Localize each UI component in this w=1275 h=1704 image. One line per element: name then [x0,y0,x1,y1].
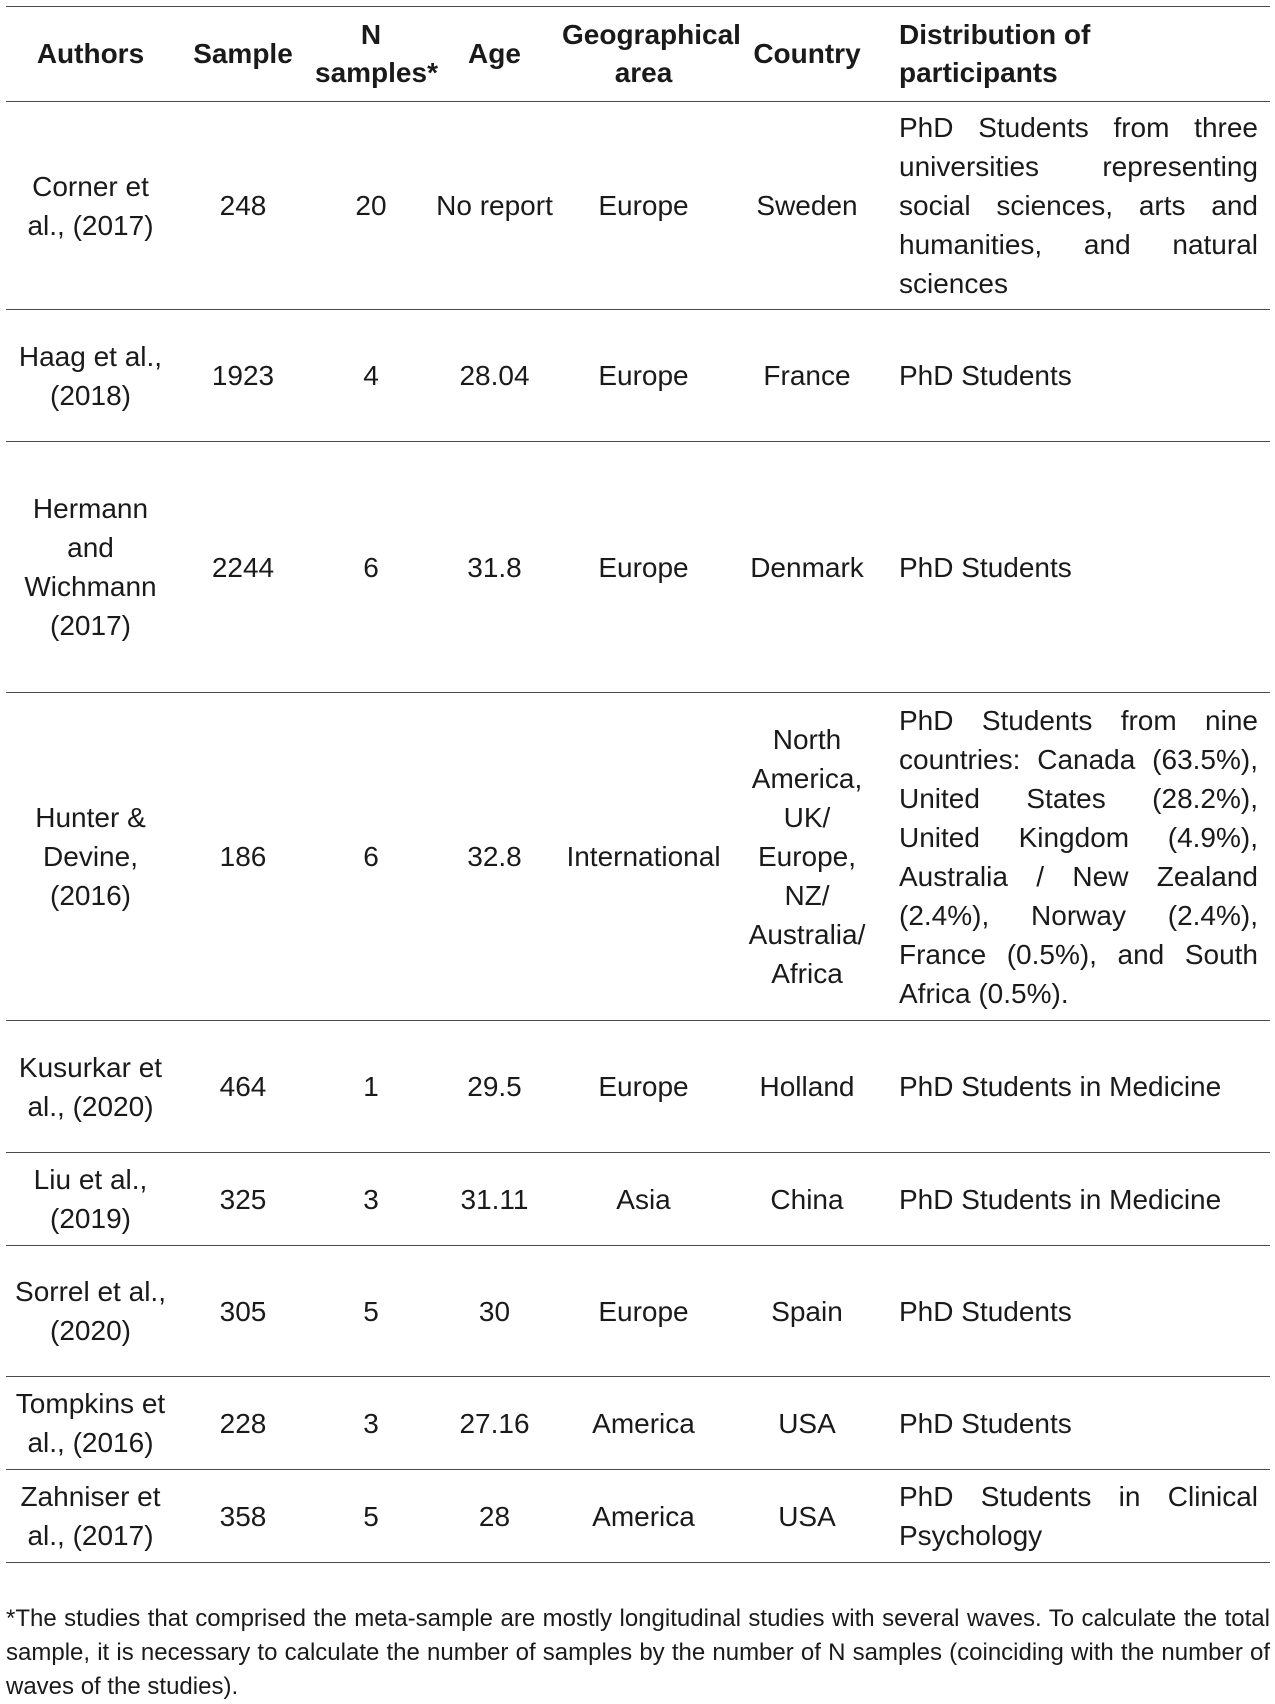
cell-country: Sweden [756,190,858,221]
cell-authors: Zahniser et al., (2017) [20,1481,161,1551]
cell-age: 31.11 [460,1183,529,1215]
header-area-line1: Geographical [562,19,741,50]
cell-authors: Hermann and Wichmann (2017) [24,493,157,641]
table-row [6,1246,1270,1377]
table-header-row [6,7,1270,102]
cell-area: Europe [598,1295,689,1327]
cell-sample: 358 [219,1500,267,1532]
cell-country: France [763,360,851,391]
cell-n-samples: 5 [363,1295,379,1327]
cell-n-samples: 6 [363,841,379,872]
cell-area: Asia [616,1183,671,1215]
cell-area: Europe [598,1071,689,1102]
cell-age: 29.5 [467,1071,522,1102]
studies-table-container [6,6,1270,1563]
table-row [6,693,1270,1021]
header-authors: Authors [36,38,145,69]
cell-n-samples: 1 [363,1071,379,1102]
cell-age: 31.8 [467,551,522,583]
cell-distribution: PhD Students from three universities representing social sciences, arts and humanities, and natural sciences [899,112,1258,299]
cell-age: 28.04 [459,360,530,391]
cell-area: Europe [598,551,689,583]
cell-sample: 248 [219,190,267,221]
cell-country: USA [778,1407,836,1439]
studies-table [6,6,1270,1563]
cell-area: International [566,841,721,872]
cell-sample: 325 [219,1183,267,1215]
table-row [6,310,1270,442]
cell-country: Holland [759,1071,855,1102]
cell-n-samples: 20 [355,190,387,221]
header-age: Age [468,38,521,69]
cell-n-samples: 3 [363,1407,379,1439]
cell-distribution: PhD Students [899,551,1072,583]
cell-age: 28 [478,1500,511,1532]
cell-country: USA [778,1500,836,1532]
cell-area: Europe [598,360,689,391]
cell-sample: 186 [219,841,267,872]
header-country: Country [753,38,861,69]
cell-sample: 228 [219,1407,267,1439]
header-area [558,7,741,102]
table-row [6,1021,1270,1153]
cell-age: 32.8 [467,841,522,872]
header-distribution [885,7,1270,102]
cell-authors: Liu et al., (2019) [33,1164,148,1234]
cell-country: China [770,1183,844,1215]
table-row [6,1377,1270,1470]
cell-distribution: PhD Students in Clinical Psychology [899,1481,1258,1551]
table-row [6,442,1270,693]
header-n-samples-line1: N [360,19,382,50]
cell-authors: Sorrel et al., (2020) [15,1276,166,1346]
cell-sample: 464 [219,1071,267,1102]
cell-sample: 2244 [211,551,275,583]
cell-country: Spain [771,1295,843,1327]
cell-distribution: PhD Students from nine countries: Canada (63.5%), United States (28.2%), United Kingdom (4.9%), Australia / New Zealand (2.4%), Norway (2.4%), France (0.5%), and South Africa (0.5%). [899,704,1258,1009]
cell-distribution: PhD Students [899,360,1072,391]
cell-sample: 1923 [211,360,275,391]
cell-authors: Hunter & Devine, (2016) [35,802,146,911]
cell-country: Denmark [750,551,864,583]
cell-age: No report [436,190,553,221]
cell-distribution: PhD Students in Medicine [899,1071,1222,1102]
cell-sample: 305 [219,1295,267,1327]
cell-n-samples: 5 [363,1500,379,1532]
cell-country: North America, UK/ Europe, NZ/ Australia/ Africa [748,724,866,989]
cell-distribution: PhD Students in Medicine [899,1183,1222,1215]
header-sample: Sample [193,38,293,69]
cell-n-samples: 3 [363,1183,379,1215]
cell-age: 30 [478,1295,511,1327]
cell-authors: Kusurkar et al., (2020) [18,1051,163,1122]
cell-area: America [592,1500,695,1532]
table-row [6,1153,1270,1246]
cell-distribution: PhD Students [899,1407,1072,1439]
cell-area: America [592,1407,695,1439]
cell-area: Europe [598,190,689,221]
cell-authors: Haag et al., (2018) [18,340,163,411]
table-row [6,1470,1270,1563]
cell-n-samples: 6 [363,551,379,583]
header-distribution-line2: participants [899,57,1058,88]
table-row [6,102,1270,310]
table-footnote: *The studies that comprised the meta-sample are mostly longitudinal studies with several waves. To calculate the total sample, it is necessary to calculate the number of samples by the number of N samples (coinciding with the number of waves of the studies). [6,1605,1270,1700]
cell-authors: Corner et al., (2017) [27,170,154,241]
cell-age: 27.16 [459,1407,530,1439]
cell-n-samples: 4 [363,360,379,391]
header-area-line2: area [614,57,673,88]
header-distribution-line1: Distribution of [899,19,1091,50]
header-n-samples [311,7,438,102]
cell-authors: Tompkins et al., (2016) [15,1388,166,1458]
header-n-samples-line2: samples* [315,57,438,88]
cell-distribution: PhD Students [899,1295,1072,1327]
